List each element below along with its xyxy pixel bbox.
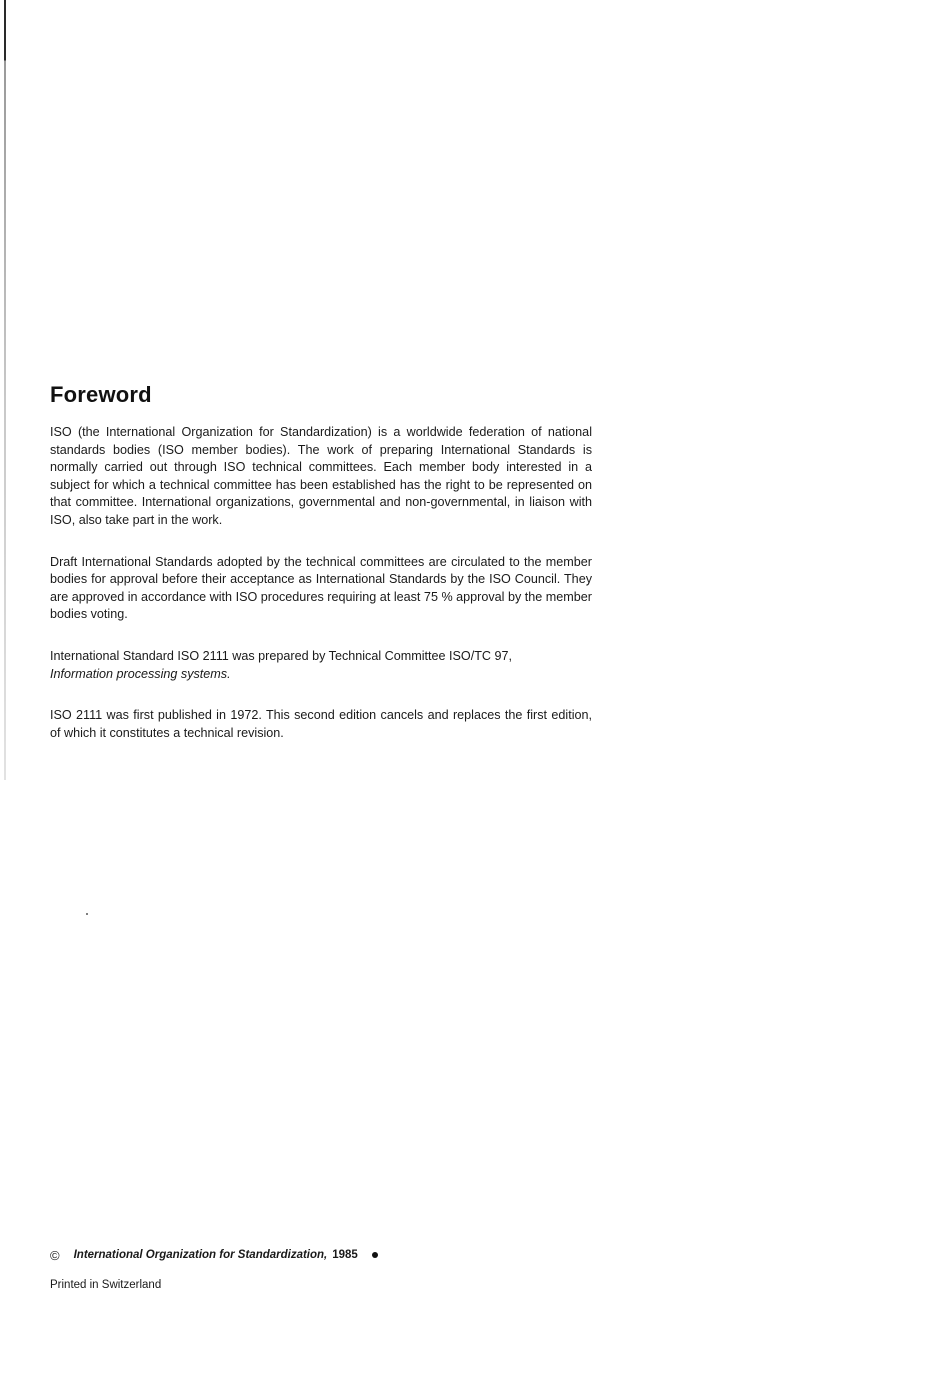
prepared-by-text: International Standard ISO 2111 was prepared by Technical Committee ISO/TC 97, — [50, 648, 513, 663]
copyright-year: 1985 — [332, 1249, 358, 1261]
paragraph-iso-federation: ISO (the International Organization for Standardization) is a worldwide federation of national standards bodies (ISO member bodies). The work of preparing International Standards is normally carried out through ISO technical committees. Each member body interested in a subject for which a technical committee has been established has the right to be represented on that committee. International organizations, governmental and non-governmental, in liaison with ISO, also take part in the work. — [50, 425, 592, 527]
paragraph-prepared-by — [50, 648, 592, 683]
bullet-dot-icon — [372, 1252, 378, 1258]
paragraph-draft-standards: Draft International Standards adopted by the technical committees are circulated to the member bodies for approval before their acceptance as International Standards by the ISO Council. They are approved in accordance with ISO procedures requiring at least 75 % approval by the member bodies voting. — [50, 554, 592, 622]
scan-speck — [86, 913, 88, 915]
foreword-heading: Foreword — [50, 382, 152, 407]
paragraph-edition-note: ISO 2111 was first published in 1972. This second edition cancels and replaces the first edition, of which it constitutes a technical revision. — [50, 708, 592, 740]
page-footer — [50, 1246, 650, 1291]
copyright-line — [50, 1246, 650, 1264]
foreword-section — [50, 382, 592, 742]
copyright-icon: © — [50, 1247, 60, 1263]
printed-location: Printed in Switzerland — [50, 1279, 162, 1291]
committee-title: Information processing systems. — [50, 666, 231, 681]
copyright-organization: International Organization for Standardization, — [73, 1249, 328, 1261]
scan-edge-mark — [4, 0, 6, 780]
